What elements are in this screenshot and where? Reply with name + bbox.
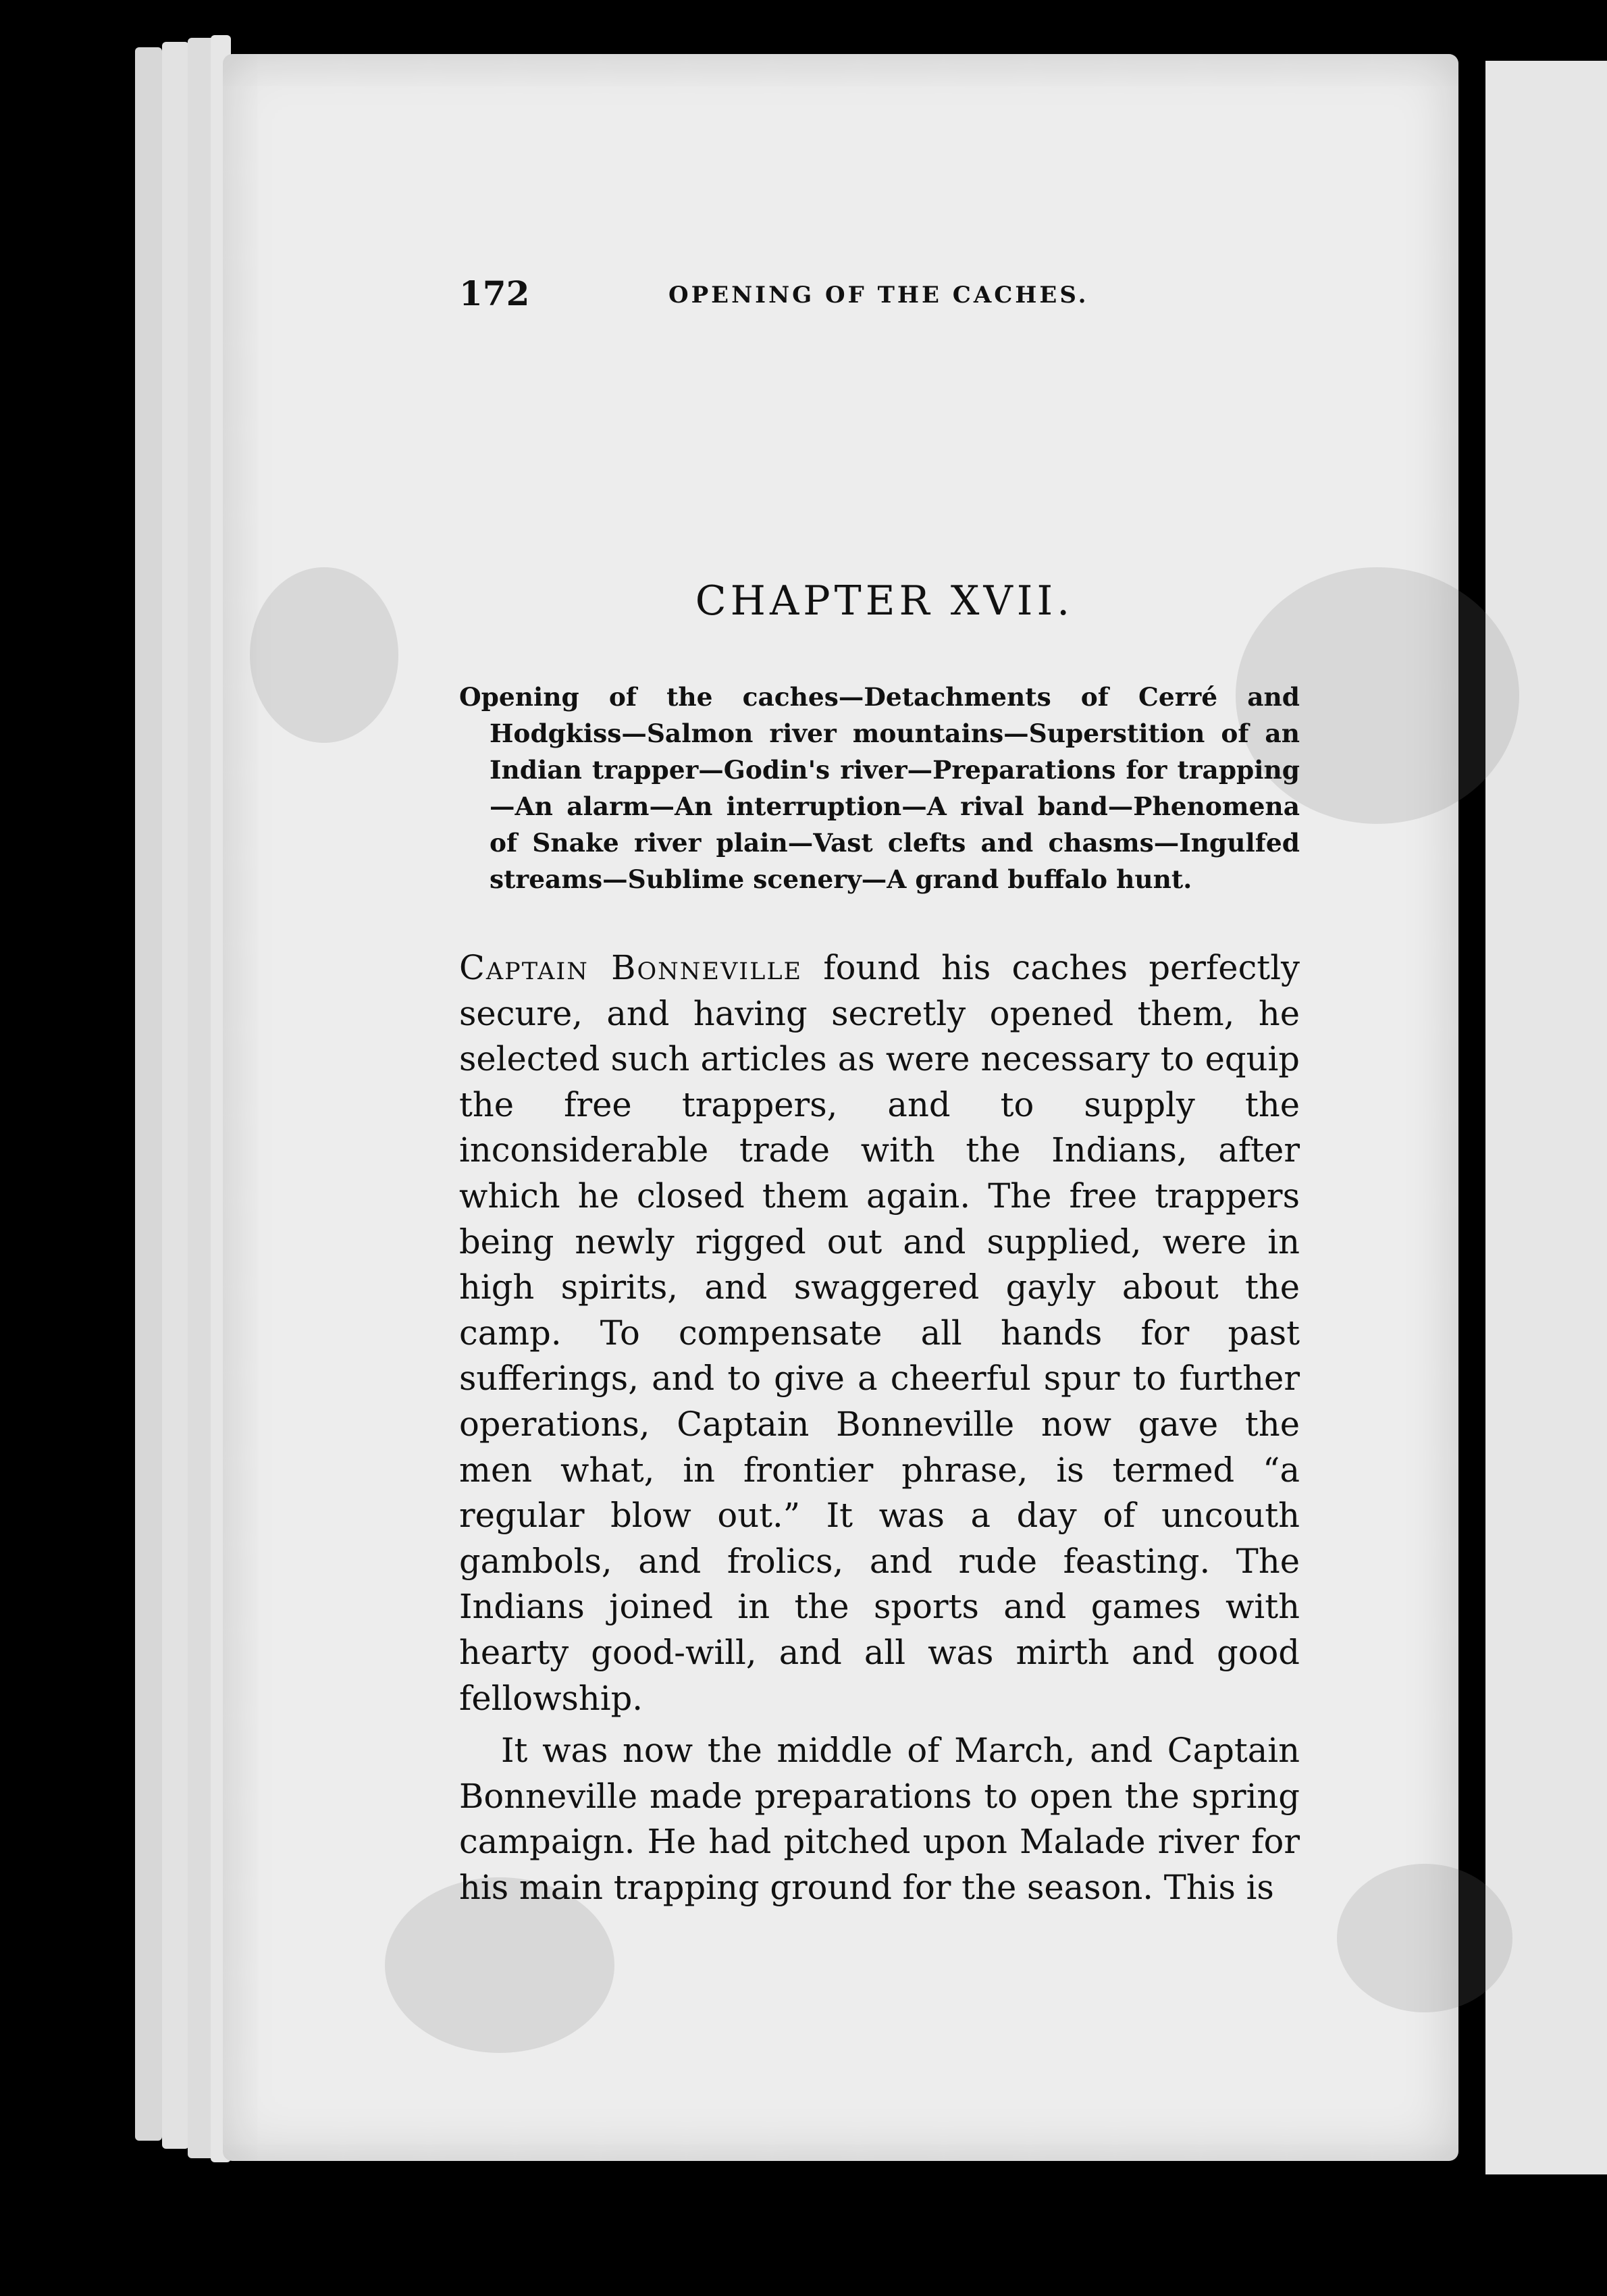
page-edge [162, 42, 189, 2149]
chapter-title: CHAPTER XVII. [695, 577, 1074, 625]
paragraph: It was now the middle of March, and Captain Bonneville made preparations to open the spring campaign. He had pitched upon Malade river for his main trapping ground for the season. This is [459, 1731, 1300, 1907]
paragraph [459, 945, 1300, 1721]
running-title: OPENING OF THE CACHES. [668, 282, 1089, 309]
facing-page-edge [1485, 61, 1607, 2174]
chapter-summary: Opening of the caches—Detachments of Cerré and Hodgkiss—Salmon river mountains—Superstition of an Indian trapper—Godin's river—Preparations for trapping—An alarm—An interruption—A rival band—Phenomena of Snake river plain—Vast clefts and chasms—Ingulfed streams—Sublime scenery—A grand buffalo hunt. [459, 682, 1300, 894]
page-stain [1337, 1864, 1512, 2012]
running-head [459, 273, 1310, 314]
paragraph-lead-words: Captain Bonneville [459, 948, 803, 987]
body-text [459, 945, 1300, 1910]
page-number: 172 [459, 273, 530, 313]
page-edge [135, 47, 162, 2141]
page-stain [250, 567, 398, 743]
paragraph-text: found his caches perfectly secure, and having secretly opened them, he selected such articles as were necessary to equip the free trappers, and to supply the inconsiderable trade with the Indians, after which he closed them again. The free trappers being newly rigged out and supplied, were in high spirits, and swaggered gayly about the camp. To compensate all hands for past sufferings, and to give a cheerful spur to further operations, Captain Bonneville now gave the men what, in frontier phrase, is termed “a regular blow out.” It was a day of uncouth gambols, and frolics, and rude feasting. The Indians joined in the sports and games with hearty good-will, and all was mirth and good fellowship. [459, 948, 1300, 1718]
